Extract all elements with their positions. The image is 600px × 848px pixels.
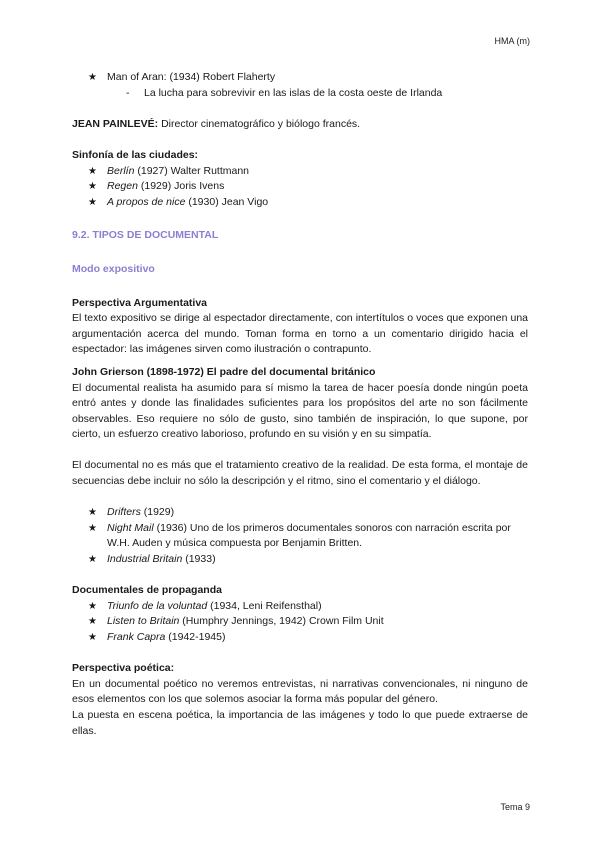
list-item (72, 195, 528, 211)
aran-subtitle: La lucha para sobrevivir en las islas de la costa oeste de Irlanda (144, 86, 443, 99)
film-info: (1942-1945) (165, 631, 226, 643)
grierson-paragraph-1: El documental realista ha asumido para sí mismo la tarea de hacer poesía donde ningún poeta entró antes y donde las finalidades suficientes para los propósitos del arte no son fácilmente observables. Eso requiere no sólo de gusto, sino también de inspiración, lo que supone, por cierto, un esfuerzo creativo laborioso, profundo en su visión y en su simpatía. (72, 381, 528, 441)
painleve-name: JEAN PAINLEVÉ: (72, 117, 159, 130)
argumentativa-text: El texto expositivo se dirige al espectador directamente, con intertítulos o voces que exponen una argumentación acerca del mundo. Toman forma en torno a un comentario dirigido hacia el espectador: las imágenes sirven como ilustración o contrapunto. (72, 312, 528, 356)
list-item (72, 521, 528, 552)
list-item (72, 179, 528, 195)
film-title: Regen (107, 180, 138, 193)
poetica-paragraph-1: En un documental poético no veremos entrevistas, ni narrativas convencionales, ni ninguno de esos elementos con los que solemos asociar la forma más popular del género. (72, 677, 528, 706)
argumentativa-heading: Perspectiva Argumentativa (72, 296, 207, 309)
film-title: Industrial Britain (107, 553, 183, 566)
list-item (72, 505, 528, 521)
list-item-aran (72, 70, 528, 86)
film-title: A propos de nice (107, 195, 186, 208)
star-bullet-icon: ★ (88, 600, 97, 612)
list-item (72, 552, 528, 568)
film-info: (1936) Uno de los primeros documentales sonoros con narración escrita por W.H. Auden y música compuesta por Benjamin Britten. (107, 521, 511, 550)
list-item (72, 599, 528, 615)
film-info: (1929) Joris Ivens (137, 180, 225, 193)
star-bullet-icon: ★ (88, 72, 97, 83)
aran-title: Man of Aran: (1934) Robert Flaherty (107, 71, 276, 83)
star-bullet-icon: ★ (88, 507, 97, 519)
poetica-paragraph-2: La puesta en escena poética, la importancia de las imágenes y todo lo que puede extraerse de ellas. (72, 708, 528, 737)
sinfonia-heading: Sinfonía de las ciudades: (72, 148, 199, 161)
painleve-desc: Director cinematográfico y biólogo francés. (158, 117, 361, 130)
page-footer: Tema 9 (500, 802, 530, 812)
grierson-paragraph-2: El documental no es más que el tratamiento creativo de la realidad. De esta forma, el montaje de secuencias debe incluir no sólo la descripción y el ritmo, sino el comentario y el diálogo. (72, 459, 528, 488)
film-info: (1934, Leni Reifensthal) (207, 599, 322, 612)
list-item (72, 630, 528, 646)
film-info: (1927) Walter Ruttmann (134, 164, 250, 177)
film-title: Drifters (107, 506, 141, 519)
list-item (72, 164, 528, 180)
film-title: Triunfo de la voluntad (107, 599, 208, 612)
star-bullet-icon: ★ (88, 196, 97, 208)
propaganda-heading: Documentales de propaganda (72, 584, 222, 597)
poetica-heading: Perspectiva poética: (72, 662, 175, 675)
grierson-heading: John Grierson (1898-1972) El padre del documental británico (72, 365, 376, 378)
sub-item-aran (72, 86, 528, 102)
document-body (72, 70, 528, 739)
star-bullet-icon: ★ (88, 165, 97, 177)
dash-bullet-icon: - (126, 86, 130, 99)
list-item (72, 614, 528, 630)
star-bullet-icon: ★ (88, 632, 97, 643)
film-title: Night Mail (107, 521, 154, 534)
film-title: Listen to Britain (107, 615, 180, 628)
star-bullet-icon: ★ (88, 616, 97, 628)
star-bullet-icon: ★ (88, 522, 97, 534)
painleve-line (72, 117, 528, 133)
film-info: (1933) (182, 553, 216, 566)
mode-title: Modo expositivo (72, 262, 155, 275)
film-info: (Humphry Jennings, 1942) Crown Film Unit (179, 615, 384, 628)
star-bullet-icon: ★ (88, 554, 97, 566)
film-title: Frank Capra (107, 631, 166, 643)
section-title: 9.2. TIPOS DE DOCUMENTAL (72, 229, 219, 242)
star-bullet-icon: ★ (88, 181, 97, 193)
film-title: Berlín (107, 164, 135, 177)
film-info: (1929) (140, 506, 175, 519)
film-info: (1930) Jean Vigo (185, 195, 269, 208)
page-header-code: HMA (m) (494, 36, 530, 46)
